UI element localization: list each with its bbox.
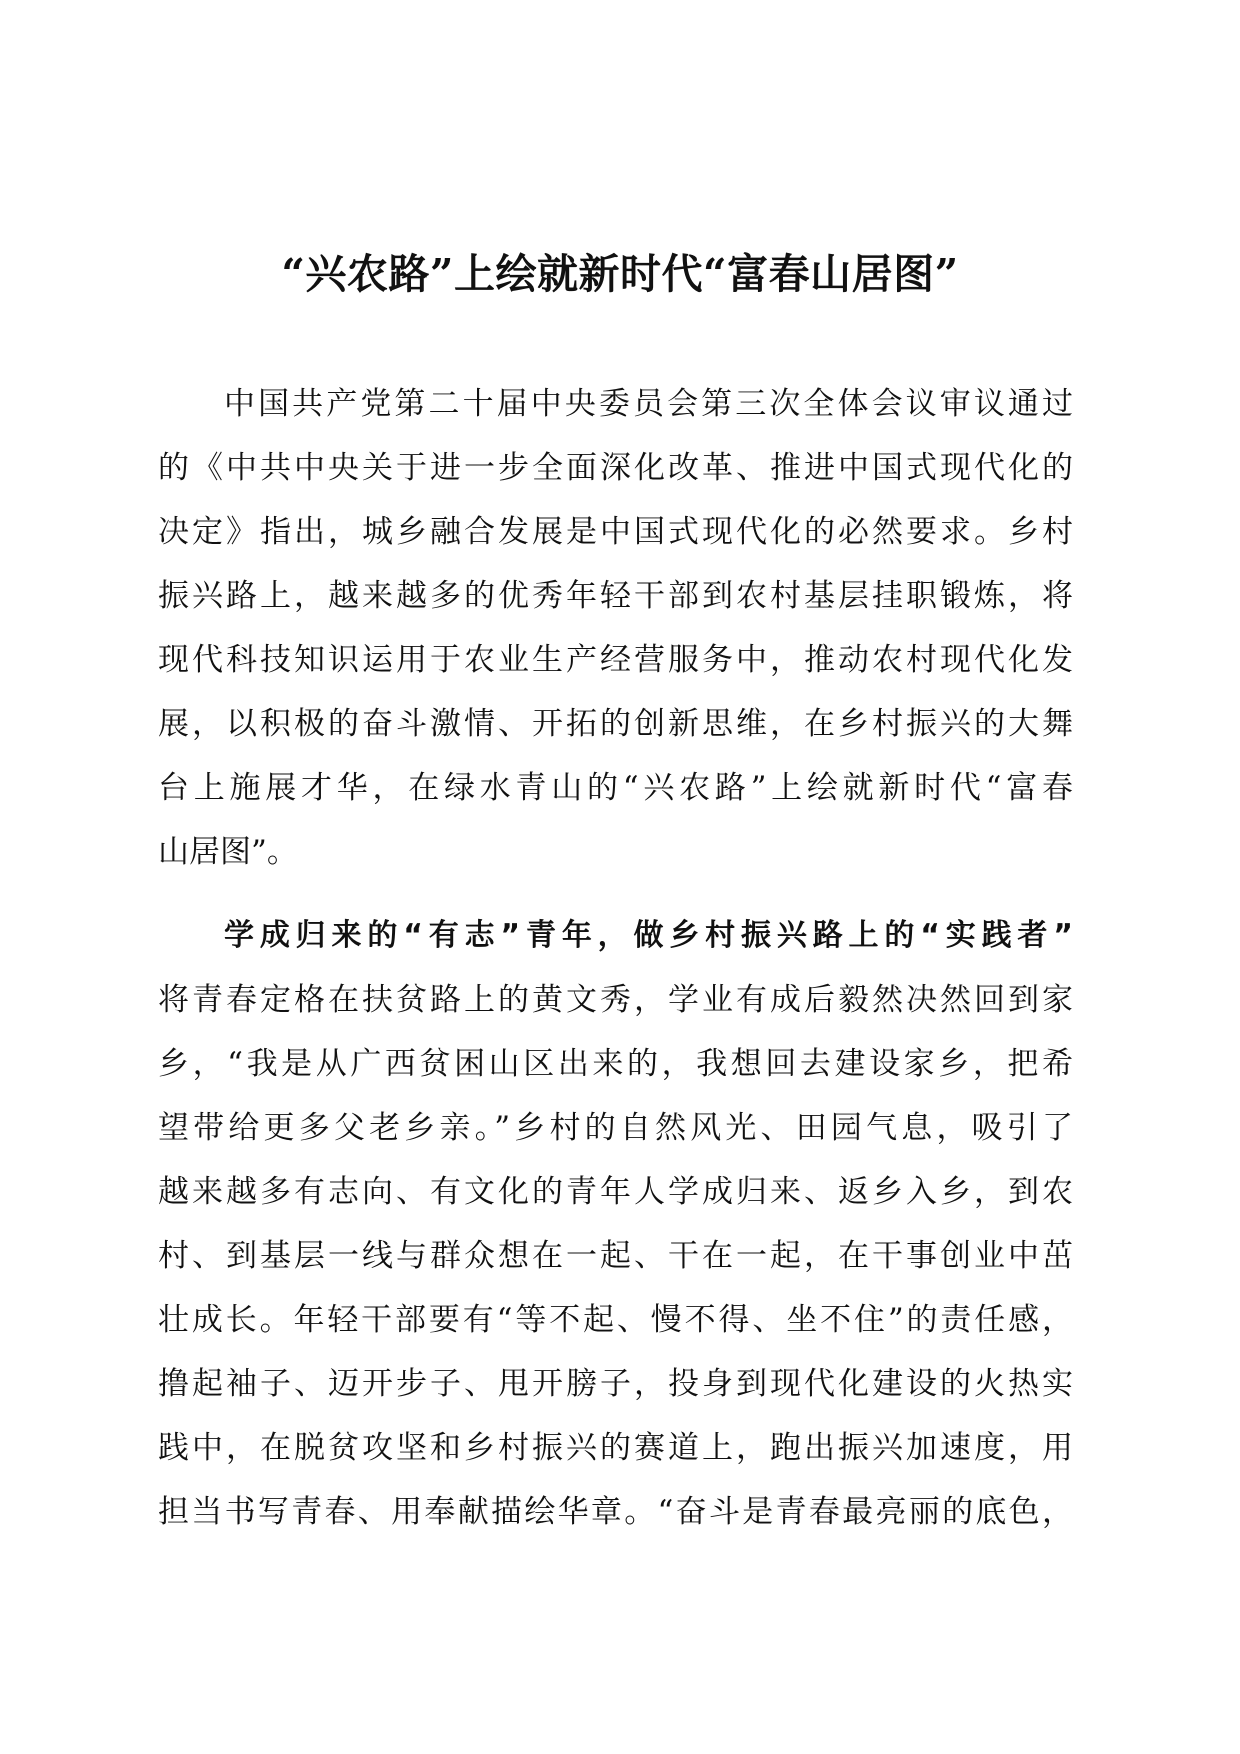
text-line: 现代科技知识运用于农业生产经营服务中，推动农村现代化发 [158, 642, 1073, 678]
text-line: 振兴路上，越来越多的优秀年轻干部到农村基层挂职锻炼，将 [158, 578, 1073, 614]
text-line: 践中，在脱贫攻坚和乡村振兴的赛道上，跑出振兴加速度，用 [158, 1430, 1073, 1466]
paragraph-intro [158, 372, 1073, 884]
section-heading: 学成归来的“有志”青年，做乡村振兴路上的“实践者” [224, 918, 1073, 953]
text-line: 乡，“我是从广西贫困山区出来的，我想回去建设家乡，把希 [158, 1046, 1073, 1082]
text-line: 决定》指出，城乡融合发展是中国式现代化的必然要求。乡村 [158, 514, 1073, 550]
text-line: 越来越多有志向、有文化的青年人学成归来、返乡入乡，到农 [158, 1174, 1073, 1210]
text-line: 担当书写青春、用奉献描绘华章。“奋斗是青春最亮丽的底色， [158, 1494, 1073, 1530]
text-line: 山居图”。 [158, 834, 298, 870]
paragraph-section1 [158, 968, 1073, 1544]
text-line: 台上施展才华，在绿水青山的“兴农路”上绘就新时代“富春 [158, 770, 1073, 806]
document-title: “兴农路”上绘就新时代“富春山居图” [281, 250, 959, 298]
text-line: 的《中共中央关于进一步全面深化改革、推进中国式现代化的 [158, 450, 1073, 486]
text-line: 望带给更多父老乡亲。”乡村的自然风光、田园气息，吸引了 [158, 1110, 1073, 1146]
text-line: 壮成长。年轻干部要有“等不起、慢不得、坐不住”的责任感， [158, 1302, 1073, 1338]
text-line: 将青春定格在扶贫路上的黄文秀，学业有成后毅然决然回到家 [158, 982, 1073, 1018]
text-line: 撸起袖子、迈开步子、甩开膀子，投身到现代化建设的火热实 [158, 1366, 1073, 1402]
text-line: 村、到基层一线与群众想在一起、干在一起，在干事创业中茁 [158, 1238, 1073, 1274]
text-line: 展，以积极的奋斗激情、开拓的创新思维，在乡村振兴的大舞 [158, 706, 1073, 742]
text-line: 中国共产党第二十届中央委员会第三次全体会议审议通过 [224, 386, 1073, 422]
